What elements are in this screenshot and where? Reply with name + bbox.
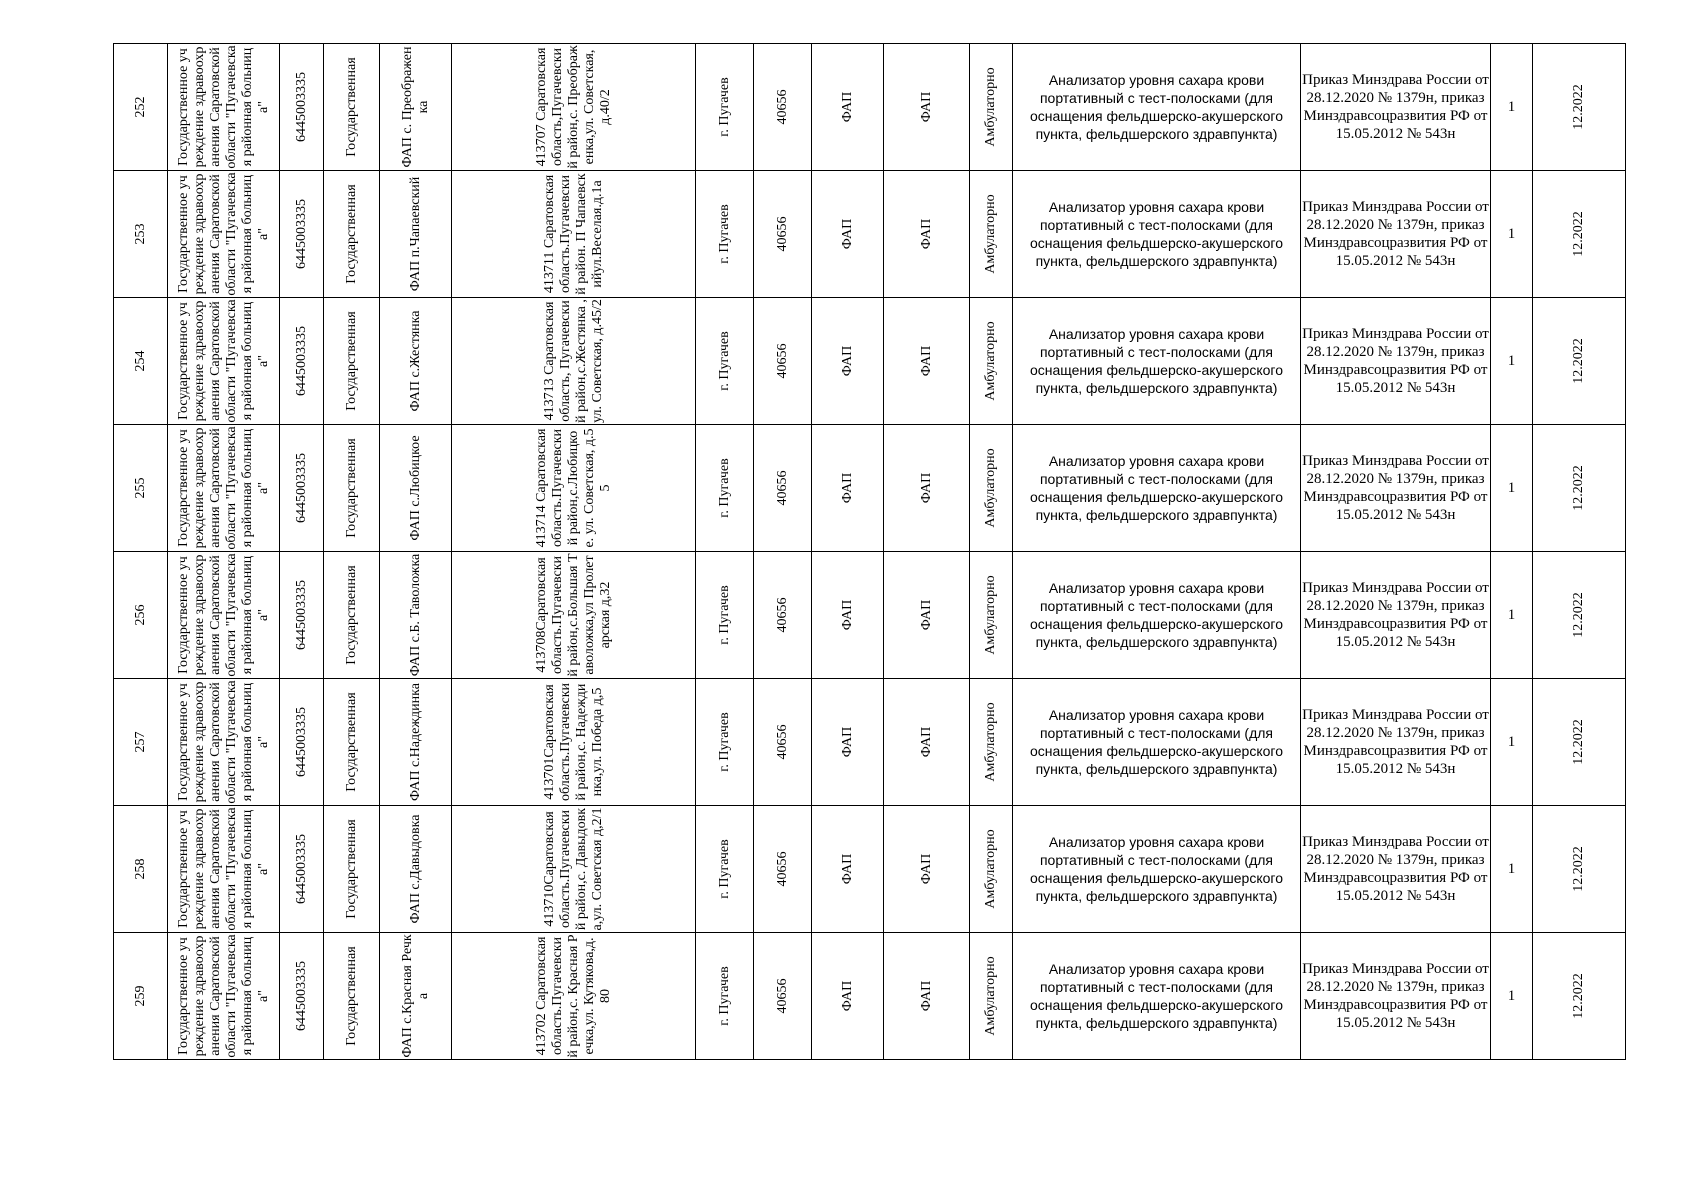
care-condition-cell-text: Амбулаторно — [983, 321, 998, 401]
regulation-cell-text: Приказ Минздрава России от 28.12.2020 № 1379н, приказ Минздравсоцразвития РФ от 15.05.2012 № 543н — [1302, 707, 1489, 777]
unit-type-cell-text: ФАП — [839, 472, 855, 504]
ownership-form-cell-text: Государственная — [343, 946, 359, 1046]
unit-kind-cell-text: ФАП — [918, 472, 934, 504]
address-cell — [452, 425, 696, 552]
city-cell — [696, 298, 754, 425]
care-condition-cell-text: Амбулаторно — [983, 829, 998, 909]
row-number-cell-text: 257 — [132, 731, 148, 753]
code-cell-text: 40656 — [774, 470, 790, 506]
city-cell — [696, 171, 754, 298]
regulation-cell-text: Приказ Минздрава России от 28.12.2020 № 1379н, приказ Минздравсоцразвития РФ от 15.05.2012 № 543н — [1302, 453, 1489, 523]
device-name-cell-text: Анализатор уровня сахара крови портативный с тест-полосками (для оснащения фельдшерско-акушерского пункта, фельдшерского здравпункта) — [1029, 326, 1283, 396]
row-number-cell-text: 255 — [132, 477, 148, 499]
unit-type-cell-text: ФАП — [839, 599, 855, 631]
city-cell-text: г. Пугачев — [716, 331, 732, 391]
quantity-cell — [1491, 806, 1533, 933]
delivery-date-cell-text: 12.2022 — [1571, 465, 1586, 511]
organization-cell-text: Государственное учреждение здравоохранения Саратовской области "Пугачевская районная больница" — [175, 299, 271, 423]
inn-cell — [280, 44, 324, 171]
code-cell-text: 40656 — [774, 89, 790, 125]
table-row — [114, 552, 1626, 679]
device-name-cell — [1013, 44, 1301, 171]
unit-name-cell-text: ФАП с.Давыдовка — [407, 814, 423, 924]
table-row — [114, 933, 1626, 1060]
address-cell-text: 413702 Саратовская область.Пугачевский район,с. Красная Речка,ул. Кутякова,д.80 — [533, 934, 613, 1058]
city-cell-text: г. Пугачев — [716, 585, 732, 645]
unit-type-cell — [812, 44, 884, 171]
unit-name-cell-text: ФАП с.Надеждинка — [407, 683, 423, 801]
delivery-date-cell-text: 12.2022 — [1571, 592, 1586, 638]
device-name-cell-text: Анализатор уровня сахара крови портативный с тест-полосками (для оснащения фельдшерско-акушерского пункта, фельдшерского здравпункта) — [1029, 199, 1283, 269]
table-row — [114, 806, 1626, 933]
unit-type-cell — [812, 679, 884, 806]
row-number-cell — [114, 298, 168, 425]
delivery-date-cell — [1533, 806, 1626, 933]
unit-name-cell — [380, 679, 452, 806]
care-condition-cell-text: Амбулаторно — [983, 702, 998, 782]
table-row — [114, 425, 1626, 552]
unit-name-cell-text: ФАП с.Б. Таволожка — [407, 553, 423, 677]
device-name-cell — [1013, 298, 1301, 425]
city-cell-text: г. Пугачев — [716, 712, 732, 772]
code-cell — [754, 44, 812, 171]
inn-cell — [280, 933, 324, 1060]
regulation-cell-text: Приказ Минздрава России от 28.12.2020 № 1379н, приказ Минздравсоцразвития РФ от 15.05.2012 № 543н — [1302, 326, 1489, 396]
ownership-form-cell-text: Государственная — [343, 57, 359, 157]
address-cell-text: 413701Саратовская область.Пугачевский район,с. Надеждинка,ул. Победа д,5 — [541, 683, 605, 801]
organization-cell — [168, 679, 280, 806]
row-number-cell — [114, 806, 168, 933]
row-number-cell-text: 258 — [132, 858, 148, 880]
address-cell — [452, 933, 696, 1060]
row-number-cell-text: 253 — [132, 223, 148, 245]
row-number-cell — [114, 552, 168, 679]
address-cell — [452, 44, 696, 171]
address-cell-text: 413713 Саратовская область, Пугачевский район,с.Жестянка ,ул. Советская, д.45/2 — [541, 299, 605, 423]
address-cell — [452, 171, 696, 298]
ownership-form-cell — [324, 425, 380, 552]
city-cell — [696, 425, 754, 552]
device-name-cell — [1013, 933, 1301, 1060]
code-cell-text: 40656 — [774, 724, 790, 760]
organization-cell — [168, 44, 280, 171]
code-cell — [754, 806, 812, 933]
delivery-date-cell — [1533, 552, 1626, 679]
delivery-date-cell-text: 12.2022 — [1571, 338, 1586, 384]
ownership-form-cell-text: Государственная — [343, 692, 359, 792]
regulation-cell-text: Приказ Минздрава России от 28.12.2020 № 1379н, приказ Минздравсоцразвития РФ от 15.05.2012 № 543н — [1302, 961, 1489, 1031]
organization-cell — [168, 171, 280, 298]
unit-type-cell — [812, 425, 884, 552]
code-cell-text: 40656 — [774, 851, 790, 887]
unit-type-cell — [812, 933, 884, 1060]
delivery-date-cell-text: 12.2022 — [1571, 211, 1586, 257]
address-cell-text: 413710Саратовская область.Пугачевский район,с. Давыдовка,ул. Советская д,2/1 — [541, 807, 605, 931]
inn-cell-text: 6445003335 — [293, 72, 309, 142]
city-cell-text: г. Пугачев — [716, 458, 732, 518]
quantity-cell-text: 1 — [1507, 225, 1516, 242]
regulation-cell — [1301, 44, 1491, 171]
quantity-cell-text: 1 — [1507, 733, 1516, 750]
table-row — [114, 679, 1626, 806]
inn-cell-text: 6445003335 — [293, 707, 309, 777]
regulation-cell-text: Приказ Минздрава России от 28.12.2020 № 1379н, приказ Минздравсоцразвития РФ от 15.05.2012 № 543н — [1302, 72, 1489, 142]
unit-type-cell — [812, 298, 884, 425]
quantity-cell — [1491, 425, 1533, 552]
regulation-cell — [1301, 425, 1491, 552]
unit-type-cell-text: ФАП — [839, 218, 855, 250]
care-condition-cell-text: Амбулаторно — [983, 956, 998, 1036]
code-cell — [754, 298, 812, 425]
organization-cell — [168, 806, 280, 933]
delivery-date-cell-text: 12.2022 — [1571, 973, 1586, 1019]
quantity-cell — [1491, 44, 1533, 171]
quantity-cell-text: 1 — [1507, 352, 1516, 369]
row-number-cell — [114, 171, 168, 298]
ownership-form-cell — [324, 44, 380, 171]
care-condition-cell — [970, 552, 1013, 679]
unit-type-cell-text: ФАП — [839, 853, 855, 885]
row-number-cell — [114, 425, 168, 552]
row-number-cell — [114, 679, 168, 806]
ownership-form-cell-text: Государственная — [343, 565, 359, 665]
code-cell-text: 40656 — [774, 216, 790, 252]
city-cell — [696, 679, 754, 806]
inn-cell-text: 6445003335 — [293, 199, 309, 269]
organization-cell-text: Государственное учреждение здравоохранения Саратовской области "Пугачевская районная больница" — [175, 680, 271, 804]
unit-type-cell — [812, 552, 884, 679]
unit-name-cell — [380, 933, 452, 1060]
quantity-cell — [1491, 552, 1533, 679]
inn-cell — [280, 679, 324, 806]
unit-kind-cell — [884, 298, 970, 425]
quantity-cell — [1491, 679, 1533, 806]
care-condition-cell — [970, 171, 1013, 298]
code-cell — [754, 933, 812, 1060]
ownership-form-cell — [324, 171, 380, 298]
delivery-date-cell-text: 12.2022 — [1571, 719, 1586, 765]
quantity-cell — [1491, 298, 1533, 425]
unit-name-cell-text: ФАП п.Чапаевский — [407, 176, 423, 292]
unit-kind-cell — [884, 806, 970, 933]
unit-kind-cell — [884, 933, 970, 1060]
unit-kind-cell-text: ФАП — [918, 980, 934, 1012]
care-condition-cell-text: Амбулаторно — [983, 448, 998, 528]
ownership-form-cell — [324, 933, 380, 1060]
unit-kind-cell-text: ФАП — [918, 218, 934, 250]
device-name-cell — [1013, 425, 1301, 552]
row-number-cell — [114, 933, 168, 1060]
organization-cell-text: Государственное учреждение здравоохранения Саратовской области "Пугачевская районная больница" — [175, 553, 271, 677]
city-cell-text: г. Пугачев — [716, 204, 732, 264]
delivery-date-cell — [1533, 298, 1626, 425]
address-cell — [452, 806, 696, 933]
unit-kind-cell-text: ФАП — [918, 599, 934, 631]
device-name-cell — [1013, 552, 1301, 679]
quantity-cell — [1491, 933, 1533, 1060]
delivery-date-cell — [1533, 425, 1626, 552]
quantity-cell-text: 1 — [1507, 479, 1516, 496]
unit-kind-cell — [884, 679, 970, 806]
unit-name-cell — [380, 806, 452, 933]
regulation-cell — [1301, 552, 1491, 679]
delivery-date-cell — [1533, 933, 1626, 1060]
code-cell-text: 40656 — [774, 597, 790, 633]
inn-cell — [280, 298, 324, 425]
unit-kind-cell — [884, 44, 970, 171]
delivery-date-cell-text: 12.2022 — [1571, 84, 1586, 130]
inn-cell — [280, 425, 324, 552]
organization-cell — [168, 425, 280, 552]
device-name-cell-text: Анализатор уровня сахара крови портативный с тест-полосками (для оснащения фельдшерско-акушерского пункта, фельдшерского здравпункта) — [1029, 453, 1283, 523]
device-name-cell-text: Анализатор уровня сахара крови портативный с тест-полосками (для оснащения фельдшерско-акушерского пункта, фельдшерского здравпункта) — [1029, 580, 1283, 650]
device-name-cell-text: Анализатор уровня сахара крови портативный с тест-полосками (для оснащения фельдшерско-акушерского пункта, фельдшерского здравпункта) — [1029, 961, 1283, 1031]
delivery-date-cell — [1533, 679, 1626, 806]
unit-name-cell — [380, 552, 452, 679]
care-condition-cell-text: Амбулаторно — [983, 575, 998, 655]
care-condition-cell — [970, 679, 1013, 806]
inn-cell — [280, 171, 324, 298]
unit-name-cell — [380, 298, 452, 425]
code-cell — [754, 425, 812, 552]
care-condition-cell — [970, 425, 1013, 552]
device-name-cell-text: Анализатор уровня сахара крови портативный с тест-полосками (для оснащения фельдшерско-акушерского пункта, фельдшерского здравпункта) — [1029, 834, 1283, 904]
device-name-cell-text: Анализатор уровня сахара крови портативный с тест-полосками (для оснащения фельдшерско-акушерского пункта, фельдшерского здравпункта) — [1029, 707, 1283, 777]
ownership-form-cell-text: Государственная — [343, 184, 359, 284]
regulation-cell — [1301, 298, 1491, 425]
device-name-cell — [1013, 679, 1301, 806]
unit-name-cell-text: ФАП с.Жестянка — [407, 310, 423, 412]
care-condition-cell-text: Амбулаторно — [983, 194, 998, 274]
code-cell — [754, 171, 812, 298]
delivery-date-cell-text: 12.2022 — [1571, 846, 1586, 892]
device-name-cell — [1013, 171, 1301, 298]
row-number-cell — [114, 44, 168, 171]
address-cell — [452, 679, 696, 806]
row-number-cell-text: 259 — [132, 985, 148, 1007]
city-cell — [696, 552, 754, 679]
unit-kind-cell-text: ФАП — [918, 345, 934, 377]
ownership-form-cell — [324, 298, 380, 425]
quantity-cell-text: 1 — [1507, 860, 1516, 877]
regulation-cell — [1301, 679, 1491, 806]
regulation-cell-text: Приказ Минздрава России от 28.12.2020 № 1379н, приказ Минздравсоцразвития РФ от 15.05.2012 № 543н — [1302, 580, 1489, 650]
table-row — [114, 171, 1626, 298]
unit-type-cell — [812, 806, 884, 933]
ownership-form-cell-text: Государственная — [343, 311, 359, 411]
city-cell-text: г. Пугачев — [716, 839, 732, 899]
code-cell — [754, 552, 812, 679]
city-cell — [696, 44, 754, 171]
regulation-cell — [1301, 806, 1491, 933]
inn-cell-text: 6445003335 — [293, 961, 309, 1031]
ownership-form-cell — [324, 552, 380, 679]
organization-cell — [168, 298, 280, 425]
organization-cell — [168, 552, 280, 679]
unit-kind-cell-text: ФАП — [918, 726, 934, 758]
unit-name-cell — [380, 171, 452, 298]
device-name-cell-text: Анализатор уровня сахара крови портативный с тест-полосками (для оснащения фельдшерско-акушерского пункта, фельдшерского здравпункта) — [1029, 72, 1283, 142]
quantity-cell-text: 1 — [1507, 987, 1516, 1004]
device-name-cell — [1013, 806, 1301, 933]
organization-cell-text: Государственное учреждение здравоохранения Саратовской области "Пугачевская районная больница" — [175, 807, 271, 931]
inn-cell — [280, 552, 324, 679]
address-cell-text: 413714 Саратовская область.Пугачевский район,с.Любицкое. ул. Советская, д.55 — [533, 428, 613, 548]
city-cell — [696, 933, 754, 1060]
delivery-date-cell — [1533, 44, 1626, 171]
unit-kind-cell — [884, 171, 970, 298]
row-number-cell-text: 254 — [132, 350, 148, 372]
unit-kind-cell-text: ФАП — [918, 91, 934, 123]
unit-name-cell — [380, 44, 452, 171]
table-row — [114, 44, 1626, 171]
organization-cell-text: Государственное учреждение здравоохранения Саратовской области "Пугачевская районная больница" — [175, 172, 271, 296]
unit-name-cell-text: ФАП с. Преображенка — [399, 46, 431, 168]
quantity-cell — [1491, 171, 1533, 298]
inn-cell-text: 6445003335 — [293, 580, 309, 650]
ownership-form-cell — [324, 806, 380, 933]
care-condition-cell — [970, 806, 1013, 933]
organization-cell-text: Государственное учреждение здравоохранения Саратовской области "Пугачевская районная больница" — [175, 934, 271, 1058]
quantity-cell-text: 1 — [1507, 606, 1516, 623]
equipment-table — [113, 43, 1626, 1060]
ownership-form-cell-text: Государственная — [343, 819, 359, 919]
unit-type-cell-text: ФАП — [839, 345, 855, 377]
city-cell-text: г. Пугачев — [716, 77, 732, 137]
ownership-form-cell — [324, 679, 380, 806]
address-cell — [452, 298, 696, 425]
city-cell-text: г. Пугачев — [716, 966, 732, 1026]
care-condition-cell — [970, 44, 1013, 171]
ownership-form-cell-text: Государственная — [343, 438, 359, 538]
organization-cell-text: Государственное учреждение здравоохранения Саратовской области "Пугачевская районная больница" — [175, 45, 271, 169]
row-number-cell-text: 256 — [132, 604, 148, 626]
inn-cell-text: 6445003335 — [293, 834, 309, 904]
unit-name-cell-text: ФАП с.Любицкое — [407, 435, 423, 541]
unit-type-cell-text: ФАП — [839, 726, 855, 758]
regulation-cell-text: Приказ Минздрава России от 28.12.2020 № 1379н, приказ Минздравсоцразвития РФ от 15.05.2012 № 543н — [1302, 834, 1489, 904]
address-cell-text: 413711 Саратовская область.Пугачевский район. П Чапаевскийул.Веселая.д.1а — [541, 173, 605, 295]
code-cell — [754, 679, 812, 806]
city-cell — [696, 806, 754, 933]
regulation-cell — [1301, 171, 1491, 298]
unit-type-cell — [812, 171, 884, 298]
unit-type-cell-text: ФАП — [839, 91, 855, 123]
care-condition-cell — [970, 298, 1013, 425]
row-number-cell-text: 252 — [132, 96, 148, 118]
inn-cell — [280, 806, 324, 933]
unit-kind-cell — [884, 552, 970, 679]
unit-name-cell-text: ФАП с.Красная Речка — [399, 934, 431, 1058]
address-cell-text: 413707 Саратовская область,Пугачевский район,с. Преображенка,ул. Советская,д.40/2 — [533, 45, 613, 169]
care-condition-cell-text: Амбулаторно — [983, 67, 998, 147]
table-row — [114, 298, 1626, 425]
unit-name-cell — [380, 425, 452, 552]
code-cell-text: 40656 — [774, 978, 790, 1014]
inn-cell-text: 6445003335 — [293, 326, 309, 396]
organization-cell — [168, 933, 280, 1060]
unit-type-cell-text: ФАП — [839, 980, 855, 1012]
address-cell-text: 413708Саратовская область.Пугачевский район,с.Большая Таволожка,ул Пролетарская д,32 — [533, 553, 613, 677]
regulation-cell — [1301, 933, 1491, 1060]
regulation-cell-text: Приказ Минздрава России от 28.12.2020 № 1379н, приказ Минздравсоцразвития РФ от 15.05.2012 № 543н — [1302, 199, 1489, 269]
quantity-cell-text: 1 — [1507, 98, 1516, 115]
code-cell-text: 40656 — [774, 343, 790, 379]
unit-kind-cell — [884, 425, 970, 552]
care-condition-cell — [970, 933, 1013, 1060]
organization-cell-text: Государственное учреждение здравоохранения Саратовской области "Пугачевская районная больница" — [175, 426, 271, 550]
unit-kind-cell-text: ФАП — [918, 853, 934, 885]
inn-cell-text: 6445003335 — [293, 453, 309, 523]
delivery-date-cell — [1533, 171, 1626, 298]
address-cell — [452, 552, 696, 679]
